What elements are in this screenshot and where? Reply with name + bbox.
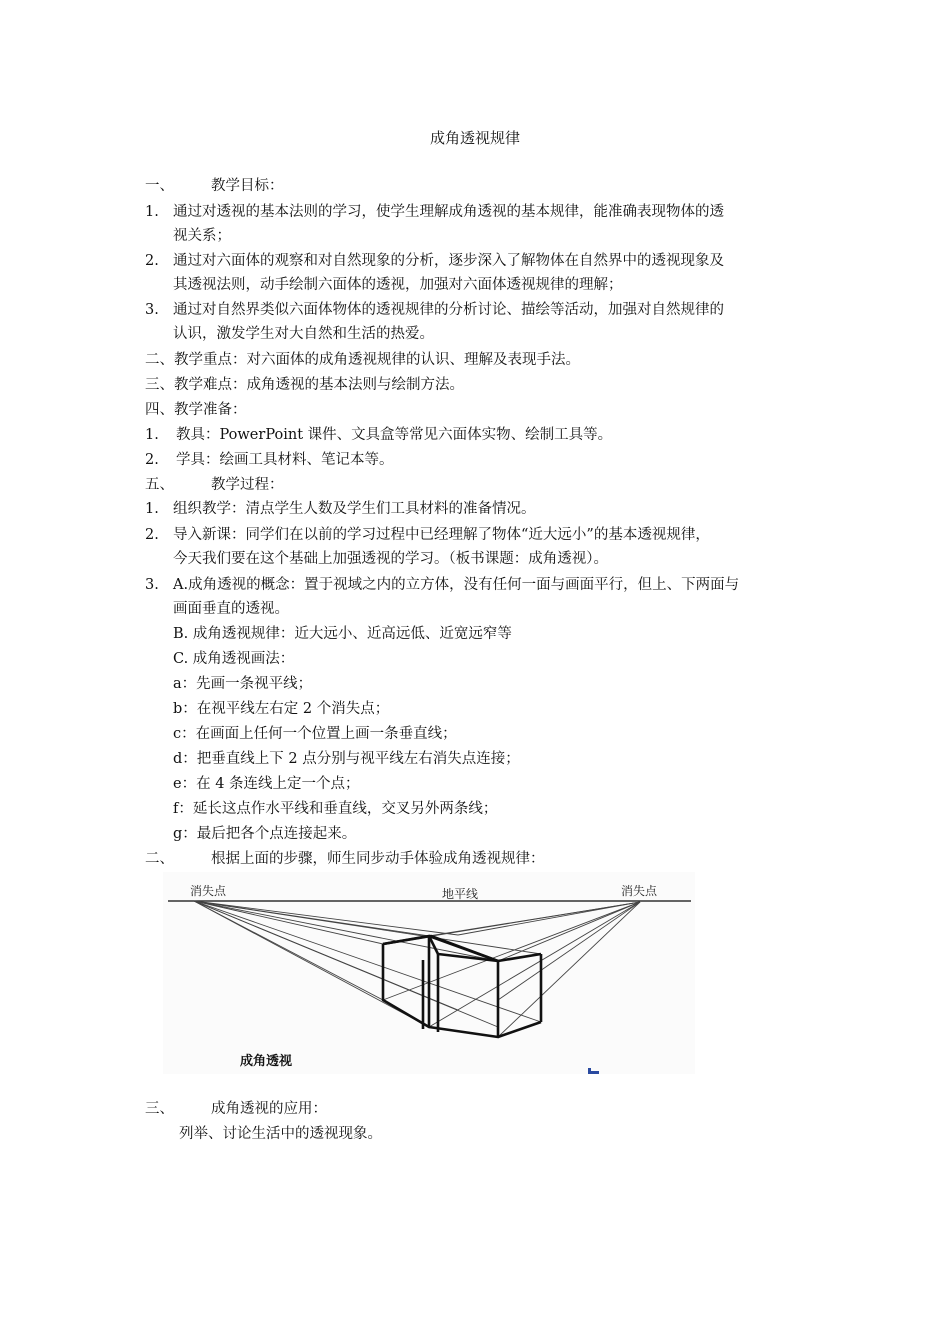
list-text: 组织教学：清点学生人数及学生们工具材料的准备情况。: [173, 501, 536, 517]
left-vp-lines: [194, 901, 541, 1027]
sub-line: f：延长这点作水平线和垂直线，交叉另外两条线；: [173, 801, 498, 817]
list-number: 2.: [145, 253, 159, 269]
section-number: 五、: [145, 477, 174, 493]
figure-caption: 成角透视: [240, 1054, 293, 1069]
right-vp-lines: [383, 902, 640, 1037]
list-text-continued: 画面垂直的透视。: [173, 601, 289, 617]
document-title: 成角透视规律: [429, 129, 520, 147]
list-number: 1.: [145, 427, 159, 443]
list-text-continued: 视关系；: [173, 228, 231, 244]
sub-line: b：在视平线左右定 2 个消失点；: [173, 701, 390, 717]
section-number: 三、: [145, 1101, 174, 1117]
list-text-continued: 今天我们要在这个基础上加强透视的学习。（板书课题：成角透视）。: [173, 551, 608, 567]
paragraph: 列举、讨论生活中的透视现象。: [179, 1126, 382, 1142]
list-text-continued: 其透视法则，动手绘制六面体的透视，加强对六面体透视规律的理解；: [173, 277, 623, 293]
teaching-focus: 二、教学重点：对六面体的成角透视规律的认识、理解及表现手法。: [145, 352, 580, 368]
sub-line: d：把垂直线上下 2 点分别与视平线左右消失点连接；: [173, 751, 520, 767]
list-number: 2.: [145, 527, 159, 543]
list-text-continued: 认识，激发学生对大自然和生活的热爱。: [173, 326, 434, 342]
list-number: 2.: [145, 452, 159, 468]
list-number: 3.: [145, 577, 159, 593]
list-text: 通过对透视的基本法则的学习，使学生理解成角透视的基本规律，能准确表现物体的透: [173, 204, 724, 220]
section-title: 教学目标：: [211, 178, 284, 194]
section-number: 一、: [145, 178, 174, 194]
section-title: 根据上面的步骤，师生同步动手体验成角透视规律：: [211, 851, 545, 867]
sub-line: g：最后把各个点连接起来。: [173, 826, 357, 842]
sub-line: e：在 4 条连线上定一个点；: [173, 776, 360, 792]
list-text: 通过对六面体的观察和对自然现象的分析，逐步深入了解物体在自然界中的透视现象及: [173, 253, 724, 269]
list-number: 3.: [145, 302, 159, 318]
sub-line: a：先画一条视平线；: [173, 676, 313, 692]
horizon-label: 地平线: [442, 887, 479, 901]
perspective-drawing: [163, 872, 695, 1074]
section-title: 成角透视的应用：: [211, 1101, 327, 1117]
vp-left-label: 消失点: [190, 884, 227, 898]
stray-mark: [591, 1071, 599, 1074]
list-number: 1.: [145, 204, 159, 220]
sub-line: C. 成角透视画法：: [173, 651, 295, 667]
list-text: 学具：绘画工具材料、笔记本等。: [176, 452, 394, 468]
prep-heading: 四、教学准备：: [145, 402, 247, 418]
sub-line: B. 成角透视规律：近大远小、近高远低、近宽远窄等: [173, 626, 512, 642]
section-number: 二、: [145, 851, 174, 867]
list-number: 1.: [145, 501, 159, 517]
sub-line: c：在画面上任何一个位置上画一条垂直线；: [173, 726, 457, 742]
stray-mark: [588, 1068, 591, 1074]
list-text: A.成角透视的概念：置于视域之内的立方体，没有任何一面与画面平行，但上、下两面与: [173, 577, 740, 593]
perspective-figure: [163, 872, 695, 1074]
list-text: 导入新课：同学们在以前的学习过程中已经理解了物体“近大远小”的基本透视规律，: [173, 527, 710, 543]
vp-right-label: 消失点: [621, 884, 658, 898]
section-title: 教学过程：: [211, 477, 284, 493]
teaching-difficulty: 三、教学难点：成角透视的基本法则与绘制方法。: [145, 377, 464, 393]
list-text: 通过对自然界类似六面体物体的透视规律的分析讨论、描绘等活动，加强对自然规律的: [173, 302, 724, 318]
list-text: 教具：PowerPoint 课件、文具盒等常见六面体实物、绘制工具等。: [176, 427, 613, 443]
